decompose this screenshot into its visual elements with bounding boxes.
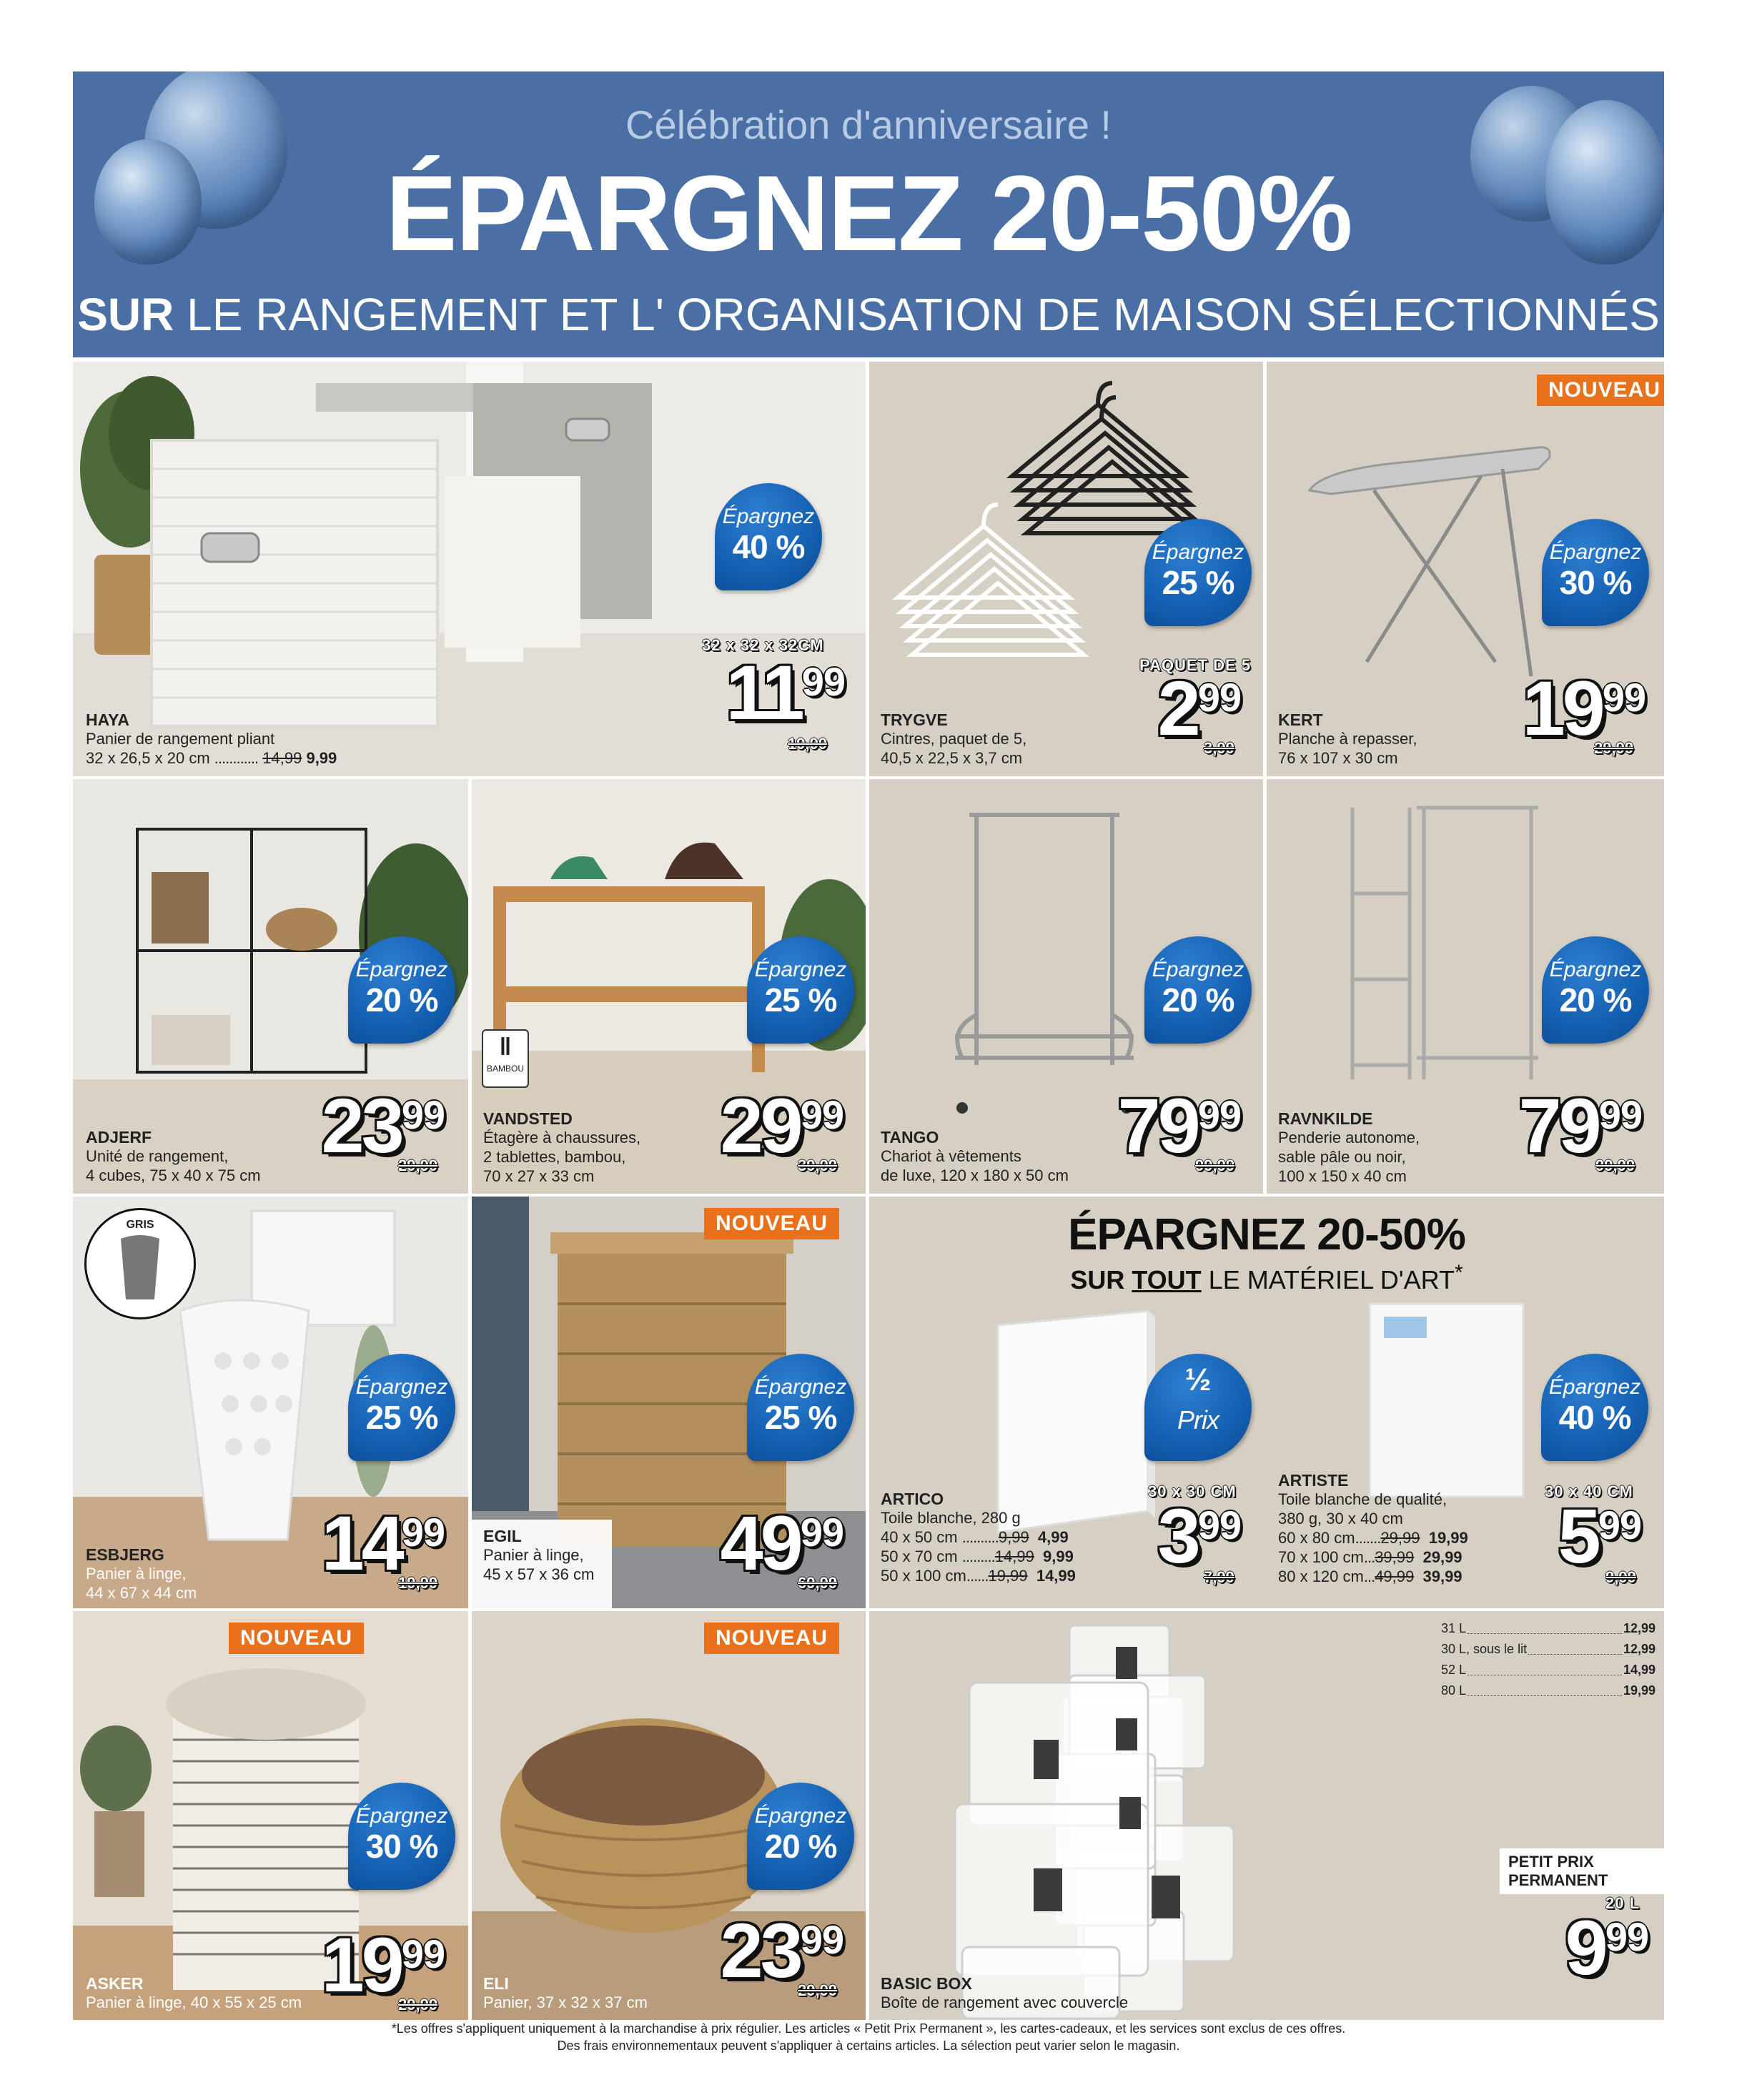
size-row bbox=[1441, 1639, 1656, 1660]
artico-row-3 bbox=[881, 1566, 1076, 1585]
vandsted-old-price: 39,99 bbox=[798, 1157, 838, 1174]
egil-price-main: 49 bbox=[720, 1500, 801, 1586]
grey-basket-icon bbox=[86, 1210, 194, 1317]
product-basic-box[interactable] bbox=[869, 1611, 1664, 2020]
esbjerg-old-price: 19,99 bbox=[398, 1574, 438, 1592]
asker-old-price: 29,99 bbox=[398, 1996, 438, 2014]
half-price-bottom: Prix bbox=[1177, 1405, 1219, 1435]
tango-old-price: 99,99 bbox=[1195, 1157, 1235, 1174]
esbjerg-desc bbox=[86, 1564, 197, 1603]
art-sub-bold: SUR bbox=[1070, 1265, 1132, 1294]
artiste-row-1 bbox=[1278, 1528, 1468, 1547]
artiste-row-dots: ... bbox=[1363, 1567, 1375, 1585]
esbjerg-price-main: 14 bbox=[321, 1500, 402, 1586]
size-label: 30 L, sous le lit bbox=[1441, 1642, 1528, 1656]
ravnkilde-price-cents: 99 bbox=[1598, 1092, 1642, 1137]
size-price: 12,99 bbox=[1623, 1642, 1656, 1656]
ravnkilde-save-pct: 20 % bbox=[1559, 981, 1632, 1019]
asker-price-cents: 99 bbox=[401, 1931, 445, 1976]
vandsted-desc-line2: 2 tablettes, bambou, bbox=[483, 1148, 626, 1166]
product-adjerf[interactable] bbox=[73, 779, 468, 1194]
artiste-row-old: 49,99 bbox=[1375, 1567, 1415, 1585]
gris-color-swatch bbox=[84, 1208, 196, 1319]
basic-box-desc bbox=[881, 1993, 1128, 2012]
asker-price-main: 19 bbox=[321, 1921, 402, 2008]
art-sub-rest: LE MATÉRIEL D'ART bbox=[1201, 1265, 1455, 1294]
adjerf-desc bbox=[86, 1146, 261, 1185]
kert-desc-line1: Planche à repasser, bbox=[1278, 730, 1417, 748]
artiste-save-pct: 40 % bbox=[1558, 1399, 1631, 1436]
ravnkilde-price-main: 79 bbox=[1518, 1082, 1599, 1169]
product-vandsted[interactable] bbox=[472, 779, 866, 1194]
egil-price-cents: 99 bbox=[800, 1510, 843, 1555]
size-price: 19,99 bbox=[1623, 1683, 1656, 1698]
trygve-desc-line1: Cintres, paquet de 5, bbox=[881, 730, 1027, 748]
haya-size: 32 x 26,5 x 20 cm bbox=[86, 749, 210, 767]
ravnkilde-name: RAVNKILDE bbox=[1278, 1109, 1373, 1128]
artiste-name: ARTISTE bbox=[1278, 1471, 1349, 1490]
artico-size-tag: 30 x 30 CM bbox=[1148, 1482, 1237, 1500]
footer-line2: Des frais environnementaux peuvent s'appliquer à certains articles. La sélection peut varier selon le magasin. bbox=[557, 2039, 1180, 2053]
tango-price-cents: 99 bbox=[1197, 1092, 1241, 1137]
artiste-row-2 bbox=[1278, 1547, 1468, 1567]
artico-name: ARTICO bbox=[881, 1490, 944, 1508]
ravnkilde-save-bubble bbox=[1542, 936, 1649, 1044]
basic-box-size-tag: 20 L bbox=[1605, 1894, 1640, 1912]
haya-price-cents: 99 bbox=[801, 659, 845, 704]
bambou-label: BAMBOU bbox=[486, 1064, 524, 1074]
trygve-price-main: 2 bbox=[1157, 665, 1198, 751]
trygve-desc bbox=[881, 729, 1026, 768]
artiste-save-label: Épargnez bbox=[1548, 1375, 1641, 1399]
bambou-badge bbox=[482, 1029, 529, 1088]
vandsted-save-bubble bbox=[747, 936, 854, 1044]
basic-box-name: BASIC BOX bbox=[881, 1974, 972, 1993]
esbjerg-desc-line2: 44 x 67 x 44 cm bbox=[86, 1584, 197, 1602]
artiste-desc-line2: 380 g, 30 x 40 cm bbox=[1278, 1510, 1403, 1527]
artiste-row-size: 80 x 120 cm bbox=[1278, 1567, 1364, 1585]
trygve-save-pct: 25 % bbox=[1162, 564, 1234, 601]
adjerf-save-pct: 20 % bbox=[365, 981, 438, 1019]
size-label: 52 L bbox=[1441, 1663, 1467, 1677]
artiste-desc bbox=[1278, 1490, 1468, 1586]
ravnkilde-save-label: Épargnez bbox=[1549, 958, 1642, 981]
trygve-name: TRYGVE bbox=[881, 710, 948, 729]
banner-tagline-rest: LE RANGEMENT ET L' ORGANISATION DE MAISON SÉLECTIONNÉS bbox=[174, 289, 1660, 340]
artiste-row-old: 29,99 bbox=[1380, 1529, 1420, 1547]
artiste-price-cents: 99 bbox=[1598, 1502, 1641, 1547]
ravnkilde-desc bbox=[1278, 1128, 1420, 1186]
haya-save-pct: 40 % bbox=[732, 528, 805, 565]
egil-save-pct: 25 % bbox=[764, 1399, 837, 1436]
size-row bbox=[1441, 1680, 1656, 1701]
artico-row-1 bbox=[881, 1527, 1076, 1547]
kert-nouveau-badge: NOUVEAU bbox=[1537, 375, 1664, 406]
artiste-desc-line1: Toile blanche de qualité, bbox=[1278, 1490, 1448, 1508]
banner-subtitle: Célébration d'anniversaire ! bbox=[625, 102, 1112, 147]
artico-desc bbox=[881, 1508, 1076, 1585]
esbjerg-save-pct: 25 % bbox=[365, 1399, 438, 1436]
artiste-row-size: 60 x 80 cm bbox=[1278, 1529, 1355, 1547]
artico-row-dots: ...... bbox=[966, 1567, 989, 1585]
artico-price-cents: 99 bbox=[1197, 1502, 1241, 1547]
product-esbjerg[interactable] bbox=[73, 1197, 468, 1608]
size-row bbox=[1441, 1660, 1656, 1680]
kert-price-cents: 99 bbox=[1602, 675, 1646, 720]
kert-desc bbox=[1278, 729, 1417, 768]
artico-half-price-bubble bbox=[1144, 1354, 1252, 1461]
egil-nouveau-badge: NOUVEAU bbox=[704, 1208, 839, 1239]
artiste-row-old: 39,99 bbox=[1375, 1548, 1415, 1566]
egil-old-price: 69,99 bbox=[798, 1574, 838, 1592]
ravnkilde-desc-line1: Penderie autonome, bbox=[1278, 1129, 1420, 1146]
artico-row-new: 4,99 bbox=[1037, 1528, 1069, 1546]
artico-row-size: 40 x 50 cm bbox=[881, 1528, 958, 1546]
footer-disclaimer bbox=[73, 2020, 1664, 2054]
artiste-price-main: 5 bbox=[1558, 1492, 1598, 1579]
trygve-save-bubble bbox=[1144, 519, 1252, 626]
trygve-save-label: Épargnez bbox=[1152, 540, 1244, 564]
egil-desc bbox=[483, 1545, 594, 1584]
esbjerg-name: ESBJERG bbox=[86, 1545, 164, 1564]
artiste-row-dots: ....... bbox=[1355, 1529, 1381, 1547]
vandsted-price-cents: 99 bbox=[800, 1092, 843, 1137]
artico-old-price: 7,99 bbox=[1204, 1568, 1234, 1586]
eli-save-pct: 20 % bbox=[764, 1828, 837, 1865]
artico-desc-line1: Toile blanche, 280 g bbox=[881, 1509, 1021, 1527]
haya-old-price: 19,99 bbox=[788, 735, 828, 753]
trygve-price-cents: 99 bbox=[1197, 675, 1241, 720]
adjerf-desc-line1: Unité de rangement, bbox=[86, 1147, 229, 1165]
artiste-row-new: 29,99 bbox=[1422, 1548, 1463, 1566]
tango-save-pct: 20 % bbox=[1162, 981, 1234, 1019]
vandsted-desc bbox=[483, 1128, 640, 1186]
tango-desc-line2: de luxe, 120 x 180 x 50 cm bbox=[881, 1167, 1069, 1184]
esbjerg-save-bubble bbox=[348, 1354, 455, 1461]
ravnkilde-old-price: 99,99 bbox=[1595, 1157, 1635, 1174]
basic-box-desc-line1: Boîte de rangement avec couvercle bbox=[881, 1993, 1129, 2011]
product-ravnkilde[interactable] bbox=[1267, 779, 1664, 1194]
eli-desc bbox=[483, 1993, 648, 2012]
basic-box-size-list bbox=[1441, 1618, 1656, 1701]
gris-label: GRIS bbox=[126, 1219, 154, 1231]
artiste-row-new: 39,99 bbox=[1422, 1567, 1463, 1585]
half-price-top: ½ bbox=[1184, 1362, 1212, 1397]
trygve-price bbox=[1062, 665, 1241, 751]
haya-desc bbox=[86, 729, 337, 768]
kert-price bbox=[1445, 665, 1646, 751]
vandsted-name: VANDSTED bbox=[483, 1109, 573, 1128]
tango-name: TANGO bbox=[881, 1128, 939, 1146]
size-price: 14,99 bbox=[1623, 1663, 1656, 1677]
egil-desc-line1: Panier à linge, bbox=[483, 1546, 584, 1564]
product-eli[interactable] bbox=[472, 1611, 866, 2020]
egil-desc-line2: 45 x 57 x 36 cm bbox=[483, 1565, 595, 1583]
kert-save-label: Épargnez bbox=[1549, 540, 1642, 564]
vandsted-save-label: Épargnez bbox=[754, 958, 847, 981]
art-sub-star: * bbox=[1454, 1261, 1463, 1284]
eli-save-bubble bbox=[747, 1783, 854, 1890]
haya-save-label: Épargnez bbox=[722, 505, 815, 528]
eli-price-main: 23 bbox=[720, 1907, 801, 1993]
eli-nouveau-badge: NOUVEAU bbox=[704, 1623, 839, 1654]
eli-price-cents: 99 bbox=[800, 1917, 843, 1962]
product-kert[interactable] bbox=[1267, 362, 1664, 776]
artico-row-dots: .......... bbox=[961, 1528, 999, 1546]
egil-save-bubble bbox=[747, 1354, 854, 1461]
haya-old-price-inline: 14,99 bbox=[262, 749, 302, 767]
art-sub-underline: TOUT bbox=[1132, 1265, 1202, 1294]
banner-tagline bbox=[73, 286, 1664, 343]
haya-desc-line2 bbox=[86, 748, 337, 768]
eli-old-price: 29,99 bbox=[798, 1981, 838, 1999]
adjerf-old-price: 29,99 bbox=[398, 1157, 438, 1174]
kert-save-bubble bbox=[1542, 519, 1649, 626]
adjerf-price-main: 23 bbox=[321, 1082, 402, 1169]
art-promo-title: ÉPARGNEZ 20-50% bbox=[1068, 1210, 1465, 1259]
product-tango[interactable] bbox=[869, 779, 1263, 1194]
kert-desc-line2: 76 x 107 x 30 cm bbox=[1278, 749, 1398, 767]
tango-save-bubble bbox=[1144, 936, 1252, 1044]
artico-row-old: 19,99 bbox=[988, 1567, 1028, 1585]
anniversary-banner bbox=[73, 71, 1664, 357]
haya-new-price-inline: 9,99 bbox=[306, 749, 337, 767]
artico-price-main: 3 bbox=[1157, 1492, 1198, 1579]
size-price: 12,99 bbox=[1623, 1621, 1656, 1635]
haya-name: HAYA bbox=[86, 710, 129, 729]
artico-row-old: 14,99 bbox=[994, 1547, 1034, 1565]
trygve-desc-line2: 40,5 x 22,5 x 3,7 cm bbox=[881, 749, 1023, 767]
product-haya[interactable] bbox=[73, 362, 866, 776]
size-label: 80 L bbox=[1441, 1683, 1467, 1698]
art-promo[interactable] bbox=[869, 1197, 1664, 1608]
artiste-row-3 bbox=[1278, 1567, 1468, 1586]
banner-tagline-bold: SUR bbox=[77, 289, 174, 340]
asker-save-pct: 30 % bbox=[365, 1828, 438, 1865]
artico-row-dots: ......... bbox=[961, 1547, 995, 1565]
egil-name: EGIL bbox=[483, 1527, 522, 1545]
asker-save-label: Épargnez bbox=[355, 1804, 448, 1828]
bamboo-icon: ǁ bbox=[499, 1034, 512, 1061]
egil-save-label: Épargnez bbox=[754, 1375, 847, 1399]
eli-name: ELI bbox=[483, 1974, 509, 1993]
artico-row-new: 14,99 bbox=[1036, 1567, 1076, 1585]
asker-nouveau-badge: NOUVEAU bbox=[229, 1623, 364, 1654]
vandsted-save-pct: 25 % bbox=[764, 981, 837, 1019]
vandsted-desc-line1: Étagère à chaussures, bbox=[483, 1129, 641, 1146]
adjerf-name: ADJERF bbox=[86, 1128, 152, 1146]
tango-save-label: Épargnez bbox=[1152, 958, 1244, 981]
product-egil[interactable] bbox=[472, 1197, 866, 1608]
product-trygve[interactable] bbox=[869, 362, 1263, 776]
asker-name: ASKER bbox=[86, 1974, 144, 1993]
ravnkilde-desc-line2: sable pâle ou noir, bbox=[1278, 1148, 1406, 1166]
haya-dots: ............ bbox=[214, 749, 259, 767]
kert-name: KERT bbox=[1278, 710, 1323, 729]
vandsted-desc-line3: 70 x 27 x 33 cm bbox=[483, 1167, 595, 1185]
adjerf-price-cents: 99 bbox=[401, 1092, 445, 1137]
artico-row-2 bbox=[881, 1547, 1076, 1566]
asker-save-bubble bbox=[348, 1783, 455, 1890]
esbjerg-price-cents: 99 bbox=[401, 1510, 445, 1555]
kert-price-main: 19 bbox=[1522, 665, 1603, 751]
tango-desc-line1: Chariot à vêtements bbox=[881, 1147, 1021, 1165]
artiste-old-price: 9,99 bbox=[1605, 1568, 1636, 1586]
artico-row-old: 9,99 bbox=[998, 1528, 1029, 1546]
artico-row-new: 9,99 bbox=[1043, 1547, 1074, 1565]
adjerf-save-bubble bbox=[348, 936, 455, 1044]
trygve-old-price: 3,99 bbox=[1204, 739, 1234, 757]
artiste-row-new: 19,99 bbox=[1428, 1529, 1468, 1547]
size-row bbox=[1441, 1618, 1656, 1639]
ravnkilde-desc-line3: 100 x 150 x 40 cm bbox=[1278, 1167, 1407, 1185]
haya-desc-line1: Panier de rangement pliant bbox=[86, 730, 275, 748]
adjerf-desc-line2: 4 cubes, 75 x 40 x 75 cm bbox=[86, 1167, 261, 1184]
eli-desc-line1: Panier, 37 x 32 x 37 cm bbox=[483, 1993, 648, 2011]
basic-box-price-main: 9 bbox=[1565, 1904, 1605, 1991]
artico-row-size: 50 x 100 cm bbox=[881, 1567, 966, 1585]
esbjerg-price bbox=[244, 1500, 445, 1586]
egil-price bbox=[643, 1500, 843, 1586]
adjerf-save-label: Épargnez bbox=[355, 958, 448, 981]
eli-price bbox=[643, 1907, 843, 1993]
basic-box-price-cents: 99 bbox=[1605, 1914, 1648, 1959]
vandsted-price-main: 29 bbox=[720, 1082, 801, 1169]
haya-price bbox=[645, 649, 845, 736]
banner-title: ÉPARGNEZ 20-50% bbox=[385, 153, 1352, 273]
artiste-save-bubble bbox=[1541, 1354, 1648, 1461]
artico-row-size: 50 x 70 cm bbox=[881, 1547, 958, 1565]
artiste-row-dots: ... bbox=[1363, 1548, 1375, 1566]
esbjerg-desc-line1: Panier à linge, bbox=[86, 1565, 187, 1583]
artiste-row-size: 70 x 100 cm bbox=[1278, 1548, 1364, 1566]
esbjerg-save-label: Épargnez bbox=[355, 1375, 448, 1399]
haya-save-bubble bbox=[715, 483, 822, 590]
product-asker[interactable] bbox=[73, 1611, 468, 2020]
haya-size-tag: 32 x 32 x 32CM bbox=[702, 636, 824, 654]
trygve-pack-tag: PAQUET DE 5 bbox=[1139, 656, 1252, 674]
flyer-page bbox=[73, 71, 1664, 2053]
haya-price-main: 11 bbox=[726, 649, 802, 736]
artiste-size-tag: 30 x 40 CM bbox=[1545, 1482, 1633, 1500]
kert-old-price: 29,99 bbox=[1594, 739, 1634, 757]
basic-box-price bbox=[1470, 1904, 1648, 1991]
footer-line1: *Les offres s'appliquent uniquement à la marchandise à prix régulier. Les articles « Petit Prix Permanent », les cartes-cadeaux, et les services sont exclus de ces offres. bbox=[391, 2021, 1346, 2036]
kert-save-pct: 30 % bbox=[1559, 564, 1632, 601]
asker-desc-line1: Panier à linge, 40 x 55 x 25 cm bbox=[86, 1993, 302, 2011]
eli-save-label: Épargnez bbox=[754, 1804, 847, 1828]
tango-price-main: 79 bbox=[1117, 1082, 1198, 1169]
petit-prix-permanent-badge: PETIT PRIX PERMANENT bbox=[1500, 1848, 1664, 1894]
size-label: 31 L bbox=[1441, 1621, 1467, 1635]
